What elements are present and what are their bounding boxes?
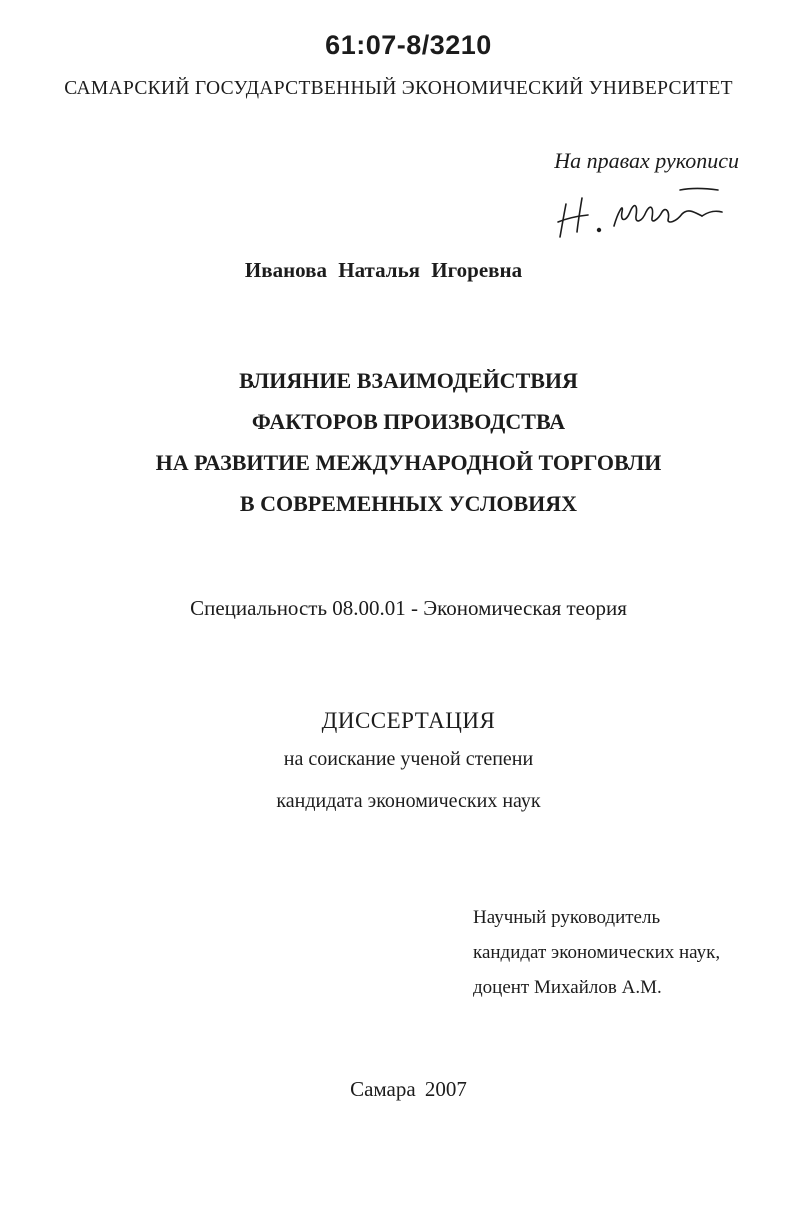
signature-overline: [680, 189, 718, 191]
degree-line-1: на соискание ученой степени: [283, 748, 534, 770]
advisor-line: кандидат экономических наук,: [473, 942, 721, 963]
scientific-advisor: [473, 900, 720, 1005]
advisor-line: доцент Михайлов А.М.: [473, 977, 662, 998]
title-line: В СОВРЕМЕННЫХ УСЛОВИЯХ: [239, 491, 578, 516]
registry-number: 61:07-8/3210: [325, 30, 492, 60]
handwritten-signature: [552, 182, 732, 242]
title-line: НА РАЗВИТИЕ МЕЖДУНАРОДНОЙ ТОРГОВЛИ: [155, 450, 662, 475]
signature-stroke-letter-n-right: [577, 198, 582, 232]
degree-line-2: кандидата экономических наук: [276, 790, 541, 812]
advisor-line: Научный руководитель: [473, 907, 661, 928]
city-and-year: Самара 2007: [350, 1077, 467, 1101]
title-line: ФАКТОРОВ ПРОИЗВОДСТВА: [251, 409, 566, 434]
dissertation-title: [0, 360, 797, 524]
signature-tail: [702, 211, 722, 216]
author-name: Иванова Наталья Игоревна: [244, 258, 523, 282]
work-type: ДИССЕРТАЦИЯ: [321, 708, 496, 733]
university-name: САМАРСКИЙ ГОСУДАРСТВЕННЫЙ ЭКОНОМИЧЕСКИЙ УНИВЕРСИТЕТ: [64, 78, 733, 99]
manuscript-rights-note: На правах рукописи: [554, 148, 739, 173]
signature-dot: [598, 229, 601, 232]
signature-stroke-cursive: [614, 206, 702, 226]
title-line: ВЛИЯНИЕ ВЗАИМОДЕЙСТВИЯ: [239, 368, 578, 393]
specialty-line: Специальность 08.00.01 - Экономическая теория: [190, 596, 627, 620]
